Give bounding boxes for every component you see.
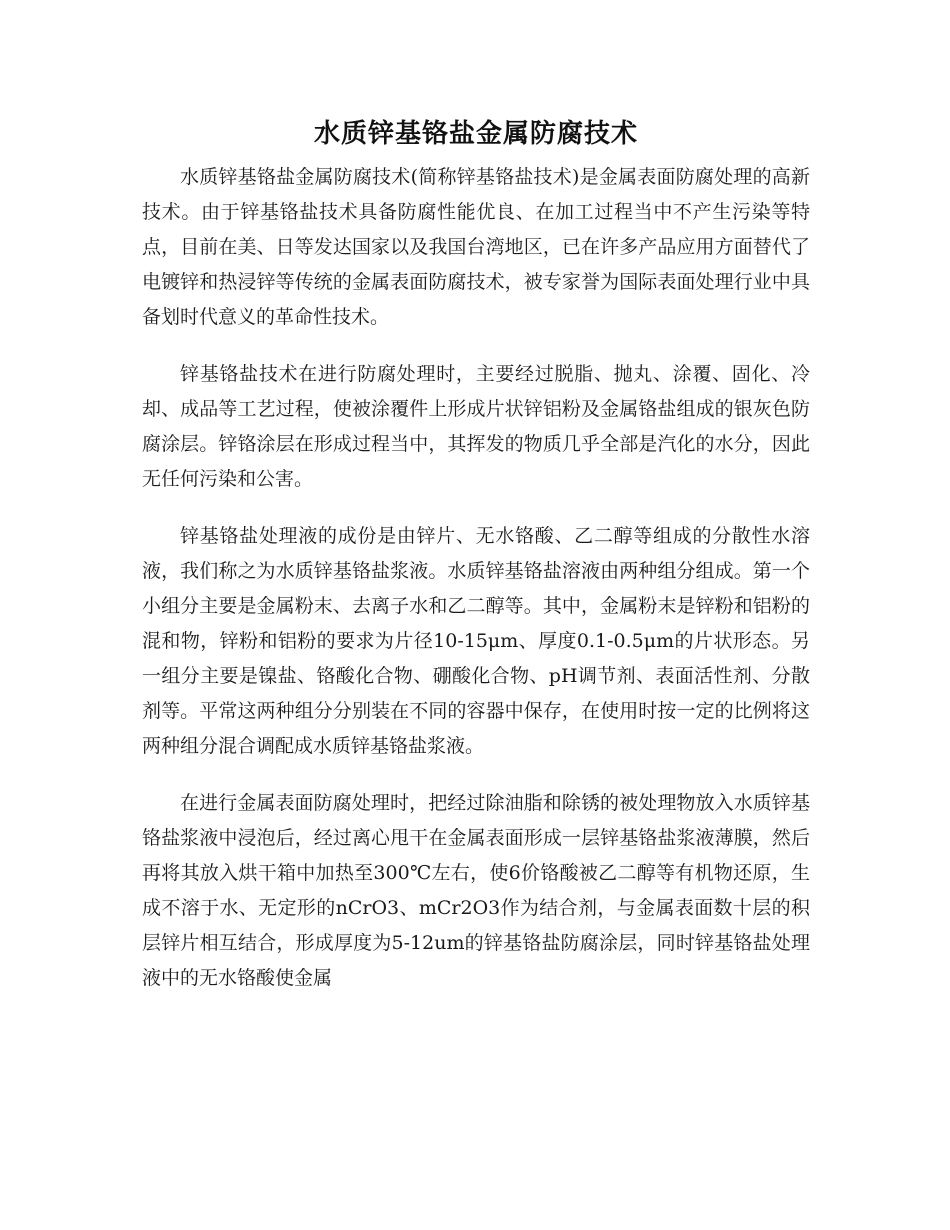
paragraph-process: 锌基铬盐技术在进行防腐处理时，主要经过脱脂、抛丸、涂覆、固化、冷却、成品等工艺过程，使被涂覆件上形成片状锌铝粉及金属铬盐组成的银灰色防腐涂层。锌铬涂层在形成过程当中，其挥发的物质几乎全部是汽化的水分，因此无任何污染和公害。	[142, 363, 810, 490]
paragraph-composition: 锌基铬盐处理液的成份是由锌片、无水铬酸、乙二醇等组成的分散性水溶液，我们称之为水质锌基铬盐浆液。水质锌基铬盐溶液由两种组分组成。第一个小组分主要是金属粉末、去离子水和乙二醇等。其中，金属粉末是锌粉和铝粉的混和物，锌粉和铝粉的要求为片径10-15μm、厚度0.1-0.5μm的片状形态。另一组分主要是镍盐、铬酸化合物、硼酸化合物、pH调节剂、表面活性剂、分散剂等。平常这两种组分分别装在不同的容器中保存，在使用时按一定的比例将这两种组分混合调配成水质锌基铬盐浆液。	[142, 525, 810, 757]
document-title: 水质锌基铬盐金属防腐技术	[313, 119, 638, 149]
paragraph-treatment: 在进行金属表面防腐处理时，把经过除油脂和除锈的被处理物放入水质锌基铬盐浆液中浸泡后，经过离心甩干在金属表面形成一层锌基铬盐浆液薄膜，然后再将其放入烘干箱中加热至300℃左右，使6价铬酸被乙二醇等有机物还原，生成不溶于水、无定形的nCrO3、mCr2O3作为结合剂，与金属表面数十层的积层锌片相互结合，形成厚度为5-12um的锌基铬盐防腐涂层，同时锌基铬盐处理液中的无水铬酸使金属	[142, 792, 810, 989]
paragraph-intro: 水质锌基铬盐金属防腐技术(简称锌基铬盐技术)是金属表面防腐处理的高新技术。由于锌基铬盐技术具备防腐性能优良、在加工过程当中不产生污染等特点，目前在美、日等发达国家以及我国台湾地区，已在许多产品应用方面替代了电镀锌和热浸锌等传统的金属表面防腐技术，被专家誉为国际表面处理行业中具备划时代意义的革命性技术。	[142, 166, 810, 328]
